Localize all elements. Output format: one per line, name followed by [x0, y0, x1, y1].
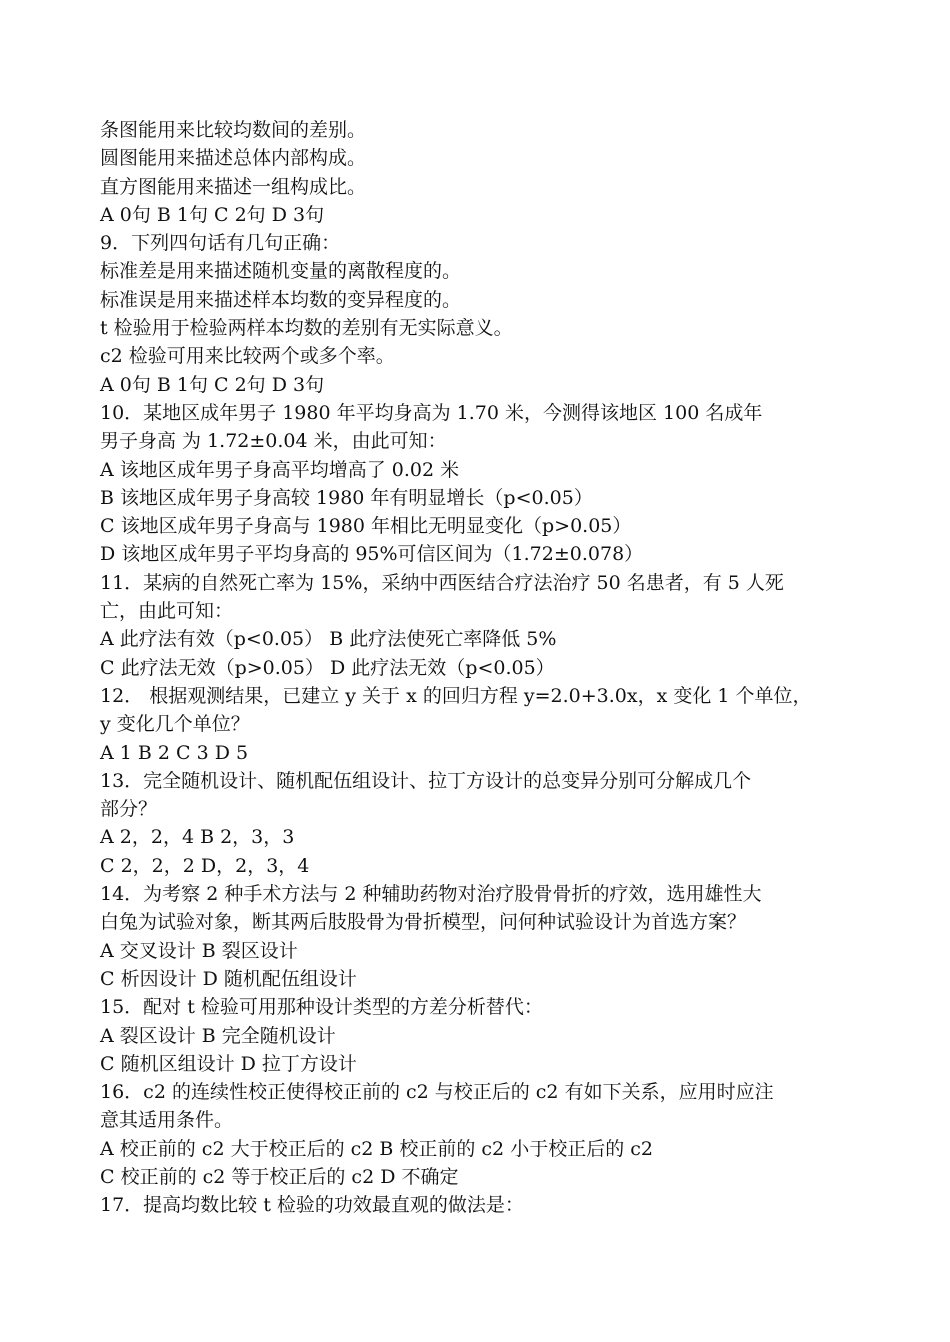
answer-options: A 2，2，4 B 2，3，3	[100, 826, 295, 849]
question-12: 12． 根据观测结果，已建立 y 关于 x 的回归方程 y=2.0+3.0x，x 变化 1 个单位，	[100, 684, 812, 707]
text-line: 部分？	[100, 798, 158, 821]
text-line: 标准差是用来描述随机变量的离散程度的。	[100, 260, 462, 283]
text-line: y 变化几个单位？	[100, 713, 250, 736]
answer-options: A 0句 B 1句 C 2句 D 3句	[100, 203, 325, 226]
text-line: c2 检验可用来比较两个或多个率。	[100, 345, 395, 368]
answer-options: A 交叉设计 B 裂区设计	[100, 939, 298, 962]
question-11: 11．某病的自然死亡率为 15%，采纳中西医结合疗法治疗 50 名患者，有 5 人死	[100, 571, 784, 594]
text-line: t 检验用于检验两样本均数的差别有无实际意义。	[100, 317, 513, 340]
text-line: 意其适用条件。	[100, 1109, 234, 1132]
document-body	[100, 116, 860, 1220]
answer-options: A 校正前的 c2 大于校正后的 c2 B 校正前的 c2 小于校正后的 c2	[100, 1137, 653, 1160]
text-line: 条图能用来比较均数间的差别。	[100, 119, 367, 141]
answer-options: C 2，2，2 D，2，3，4	[100, 854, 310, 877]
answer-options: A 此疗法有效（p<0.05） B 此疗法使死亡率降低 5%	[100, 628, 557, 651]
text-line: 男子身高 为 1.72±0.04 米，由此可知：	[100, 430, 447, 453]
answer-option: A 该地区成年男子身高平均增高了 0.02 米	[100, 458, 460, 481]
answer-options: C 析因设计 D 随机配伍组设计	[100, 967, 357, 990]
question-15: 15．配对 t 检验可用那种设计类型的方差分析替代：	[100, 996, 543, 1019]
question-17: 17．提高均数比较 t 检验的功效最直观的做法是：	[100, 1194, 524, 1217]
text-line: 圆图能用来描述总体内部构成。	[100, 147, 367, 170]
answer-options: A 裂区设计 B 完全随机设计	[100, 1024, 336, 1047]
answer-options: A 1 B 2 C 3 D 5	[100, 741, 249, 764]
answer-options: C 此疗法无效（p>0.05） D 此疗法无效（p<0.05）	[100, 656, 555, 679]
text-line: 标准误是用来描述样本均数的变异程度的。	[100, 288, 462, 311]
answer-option: C 该地区成年男子身高与 1980 年相比无明显变化（p>0.05）	[100, 515, 632, 538]
question-16: 16．c2 的连续性校正使得校正前的 c2 与校正后的 c2 有如下关系，应用时应注	[100, 1081, 774, 1104]
question-9: 9．下列四句话有几句正确：	[100, 232, 341, 255]
question-14: 14．为考察 2 种手术方法与 2 种辅助药物对治疗股骨骨折的疗效，选用雄性大	[100, 883, 762, 906]
question-10: 10．某地区成年男子 1980 年平均身高为 1.70 米，今测得该地区 100 名成年	[100, 401, 763, 424]
text-line: 亡，由此可知：	[100, 600, 234, 623]
answer-options: A 0句 B 1句 C 2句 D 3句	[100, 373, 325, 396]
answer-option: D 该地区成年男子平均身高的 95%可信区间为（1.72±0.078）	[100, 543, 644, 566]
answer-options: C 校正前的 c2 等于校正后的 c2 D 不确定	[100, 1165, 459, 1188]
answer-option: B 该地区成年男子身高较 1980 年有明显增长（p<0.05）	[100, 486, 593, 509]
text-line: 直方图能用来描述一组构成比。	[100, 175, 367, 198]
answer-options: C 随机区组设计 D 拉丁方设计	[100, 1052, 357, 1075]
question-13: 13．完全随机设计、随机配伍组设计、拉丁方设计的总变异分别可分解成几个	[100, 769, 752, 792]
text-line: 白兔为试验对象，断其两后肢股骨为骨折模型，问何种试验设计为首选方案？	[100, 911, 747, 934]
